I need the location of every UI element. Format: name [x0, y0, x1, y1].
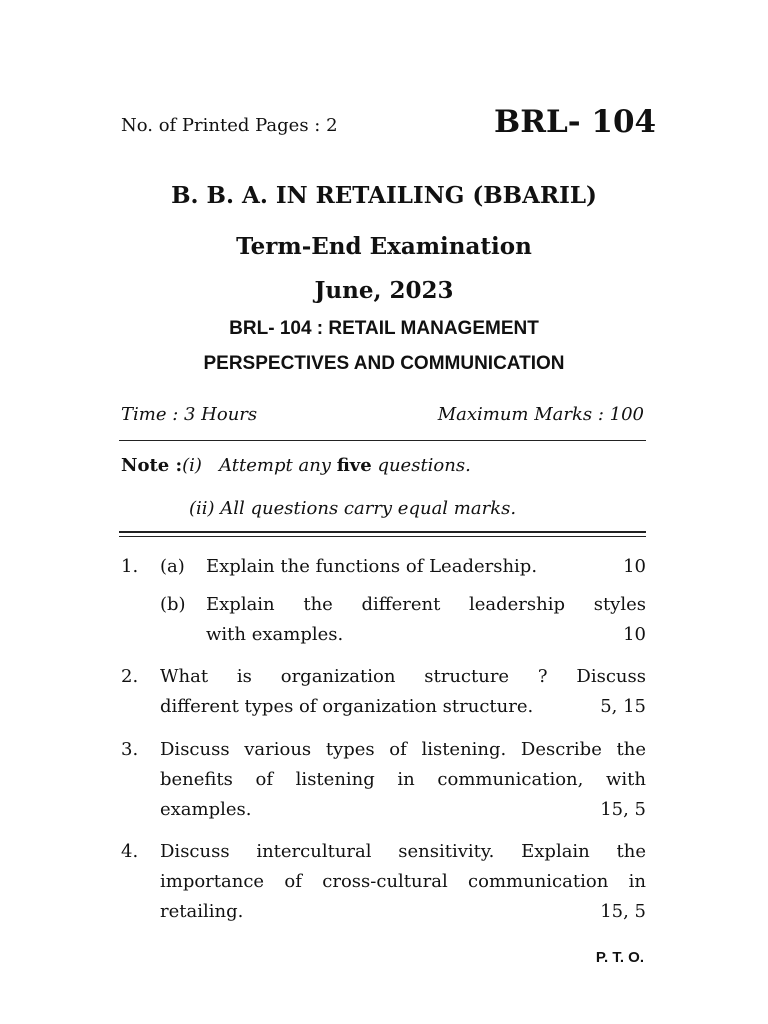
- exam-title: Term-End Examination: [236, 233, 532, 260]
- double-divider-top: [119, 531, 646, 533]
- exam-session: June, 2023: [314, 277, 454, 304]
- please-turn-over: P. T. O.: [595, 949, 644, 966]
- question-3-line3: examples.: [160, 799, 252, 820]
- question-4-number: 4.: [121, 841, 139, 862]
- course-code: BRL- 104: [494, 104, 657, 140]
- question-1b-line1: Explain the different leadership styles: [206, 594, 646, 615]
- question-1b-label: (b): [160, 594, 186, 615]
- question-1b-marks: 10: [623, 624, 646, 645]
- question-4-line1: Discuss intercultural sensitivity. Explain the: [160, 841, 646, 862]
- question-2-line2: different types of organization structure.: [160, 696, 534, 717]
- question-1b-line2: with examples.: [206, 624, 344, 645]
- question-3-line3-row: [160, 795, 646, 825]
- question-3-number: 3.: [121, 739, 139, 760]
- note-line-2: (ii) All questions carry equal marks.: [189, 498, 517, 519]
- question-2-number: 2.: [121, 666, 139, 687]
- divider-line: [119, 440, 646, 441]
- question-3-line1: Discuss various types of listening. Describe the: [160, 739, 646, 760]
- question-1a-text: Explain the functions of Leadership.: [206, 556, 538, 577]
- question-2-line2-row: [160, 692, 646, 722]
- question-4-line3: retailing.: [160, 901, 244, 922]
- question-2-marks: 5, 15: [600, 696, 646, 717]
- note-i-bold: five: [336, 455, 372, 476]
- note-i-text-a: Attempt any: [219, 455, 331, 476]
- question-4-marks: 15, 5: [600, 901, 646, 922]
- question-3-line2: benefits of listening in communication, with: [160, 769, 646, 790]
- note-i-number: (i): [182, 455, 202, 476]
- maximum-marks: Maximum Marks : 100: [437, 404, 644, 425]
- printed-pages-count: No. of Printed Pages : 2: [121, 115, 338, 136]
- course-title-line1: BRL- 104 : RETAIL MANAGEMENT: [229, 318, 539, 339]
- question-4-line3-row: [160, 897, 646, 927]
- question-1a: [206, 552, 646, 582]
- note-label: Note :: [121, 455, 183, 476]
- note-i-text-b: questions.: [377, 455, 471, 476]
- question-1b-line2-row: [206, 620, 646, 650]
- course-title-line2: PERSPECTIVES AND COMMUNICATION: [203, 353, 565, 374]
- question-2-line1: What is organization structure ? Discuss: [160, 666, 646, 687]
- question-1a-marks: 10: [623, 556, 646, 577]
- question-4-line2: importance of cross-cultural communication in: [160, 871, 646, 892]
- question-3-marks: 15, 5: [600, 799, 646, 820]
- double-divider-bottom: [119, 536, 646, 537]
- question-1a-label: (a): [160, 556, 185, 577]
- program-title: B. B. A. IN RETAILING (BBARIL): [171, 182, 597, 209]
- question-1-number: 1.: [121, 556, 139, 577]
- note-line-1: [121, 455, 471, 476]
- exam-duration: Time : 3 Hours: [121, 404, 258, 425]
